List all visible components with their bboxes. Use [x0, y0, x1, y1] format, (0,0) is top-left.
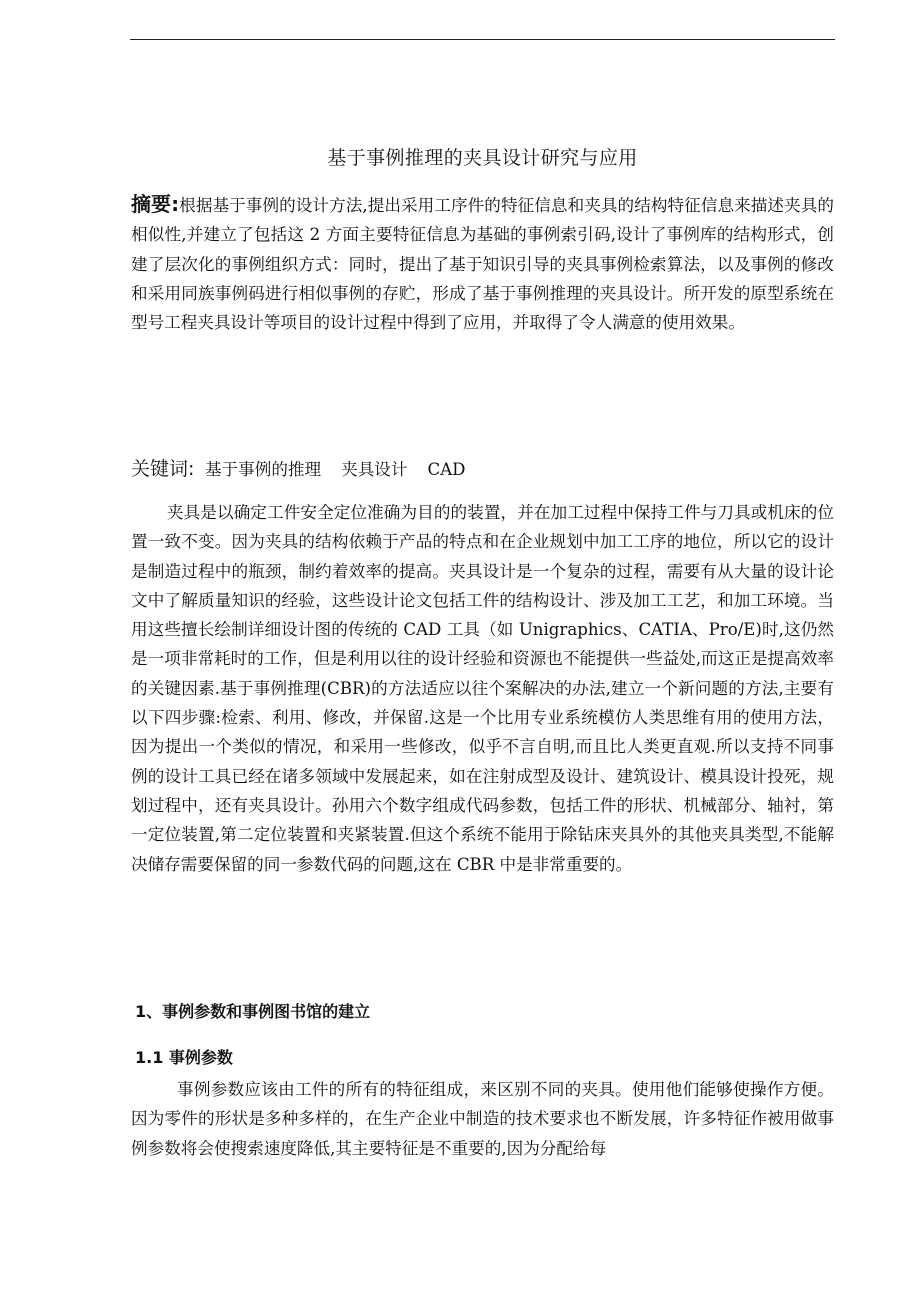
keywords-line — [131, 454, 465, 481]
abstract-label: 摘要: — [131, 192, 180, 216]
keywords-label: 关键词: — [131, 458, 195, 480]
subsection-heading: 1.1 事例参数 — [135, 1048, 233, 1067]
header-rule — [130, 39, 835, 40]
abstract-paragraph — [131, 190, 834, 337]
keyword-item: CAD — [427, 460, 466, 479]
keyword-item: 夹具设计 — [341, 460, 408, 479]
section-heading: 1、事例参数和事例图书馆的建立 — [135, 1002, 371, 1021]
intro-paragraph: 夹具是以确定工件安全定位准确为目的的装置，并在加工过程中保持工件与刀具或机床的位置一致不变。因为夹具的结构依赖于产品的特点和在企业规划中加工工序的地位，所以它的设计是制造过程中的瓶颈，制约着效率的提高。夹具设计是一个复杂的过程，需要有从大量的设计论文中了解质量知识的经验，这些设计论文包括工件的结构设计、涉及加工工艺，和加工环境。当用这些擅长绘制详细设计图的传统的 CAD 工具（如 Unigraphics、CATIA、Pro/E)时,这仍然是一项非常耗时的工作，但是利用以往的设计经验和资源也不能提供一些益处,而这正是提高效率的关键因素.基于事例推理(CBR)的方法适应以往个案解决的办法,建立一个新问题的方法,主要有以下四步骤:检索、利用、修改，并保留.这是一个比用专业系统模仿人类思维有用的使用方法，因为提出一个类似的情况，和采用一些修改，似乎不言自明,而且比人类更直观.所以支持不同事例的设计工具已经在诸多领域中发展起来，如在注射成型及设计、建筑设计、模具设计投死，规划过程中，还有夹具设计。孙用六个数字组成代码参数，包括工件的形状、机械部分、轴衬，第一定位装置,第二定位装置和夹紧装置.但这个系统不能用于除钻床夹具外的其他夹具类型,不能解决储存需要保留的同一参数代码的问题,这在 CBR 中是非常重要的。 — [131, 503, 834, 874]
abstract-text: 根据基于事例的设计方法,提出采用工序件的特征信息和夹具的结构特征信息来描述夹具的相似性,并建立了包括这 2 方面主要特征信息为基础的事例索引码,设计了事例库的结构形式，创建了层次化的事例组织方式：同时，提出了基于知识引导的夹具事例检索算法，以及事例的修改和采用同族事例码进行相似事例的存贮，形成了基于事例推理的夹具设计。所开发的原型系统在型号工程夹具设计等项目的设计过程中得到了应用，并取得了令人满意的使用效果。 — [131, 196, 834, 333]
keyword-item: 基于事例的推理 — [204, 460, 322, 479]
document-title: 基于事例推理的夹具设计研究与应用 — [327, 147, 638, 169]
section-paragraph: 事例参数应该由工件的所有的特征组成，来区别不同的夹具。使用他们能够使操作方便。因为零件的形状是多种多样的，在生产企业中制造的技术要求也不断发展，许多特征作被用做事例参数将会使搜索速度降低,其主要特征是不重要的,因为分配给每 — [131, 1080, 834, 1158]
